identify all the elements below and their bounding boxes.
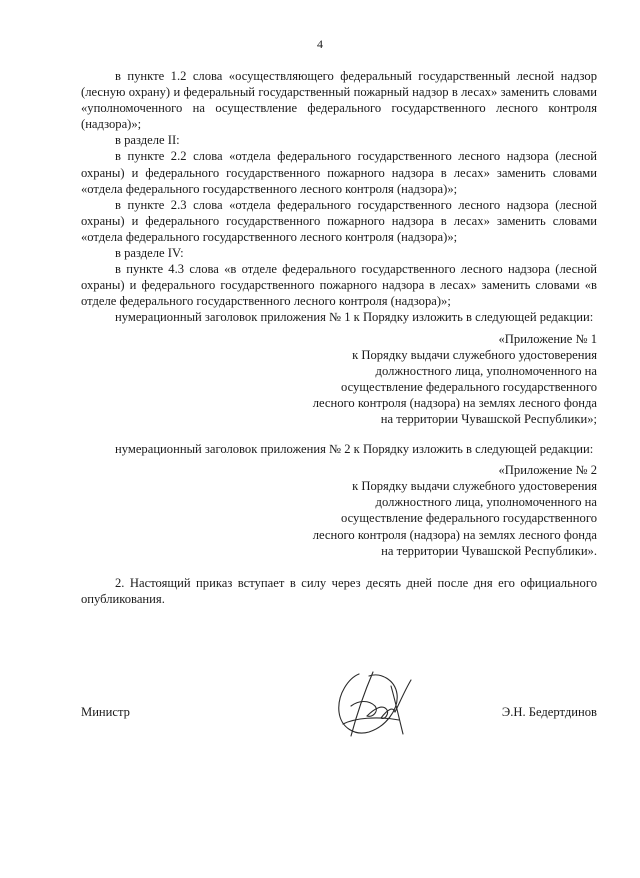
signatory-name: Э.Н. Бедертдинов [501,705,597,719]
appendix-1-line: должностного лица, уполномоченного на [375,363,597,378]
appendix-2-line: «Приложение № 2 [498,463,597,478]
paragraph-appendix-1-intro: нумерационный заголовок приложения № 1 к Порядку изложить в следующей редакции: [115,310,594,325]
appendix-2-line: на территории Чувашской Республики». [381,543,597,558]
paragraph-section-2: в разделе II: [115,133,180,148]
appendix-1-line: лесного контроля (надзора) на землях лесного фонда [312,395,597,410]
paragraph-section-4: в разделе IV: [115,246,184,261]
appendix-2-line: лесного контроля (надзора) на землях лесного фонда [312,527,597,542]
paragraph-effective-date: 2. Настоящий приказ вступает в силу через десять дней после дня его официального опубликования. [81,575,597,606]
handwritten-signature [329,666,419,741]
appendix-1-line: осуществление федерального государственного [340,379,597,394]
appendix-2-line: должностного лица, уполномоченного на [375,495,597,510]
appendix-1-line: «Приложение № 1 [498,331,597,346]
appendix-1-heading [81,331,597,428]
signature-block [81,696,597,756]
page-number: 4 [317,37,323,51]
appendix-2-heading [81,462,597,559]
signatory-title: Министр [81,705,130,719]
paragraph-clause-2-2: в пункте 2.2 слова «отдела федерального государственного лесного надзора (лесной охраны) и федерального государственного пожарного надзора в лесах» заменить словами «отдела федерального государственного лесного контроля (надзора)»; [81,149,597,196]
appendix-2-line: к Порядку выдачи служебного удостоверения [352,479,597,494]
document-body [81,68,597,607]
paragraph-clause-2-3: в пункте 2.3 слова «отдела федерального государственного лесного надзора (лесной охраны) и федерального государственного пожарного надзора в лесах» заменить словами «отдела федерального государственного лесного контроля (надзора)»; [81,197,597,244]
paragraph-appendix-2-intro: нумерационный заголовок приложения № 2 к Порядку изложить в следующей редакции: [115,442,594,457]
paragraph-clause-4-3: в пункте 4.3 слова «в отделе федерального государственного лесного надзора (лесной охраны) и федерального государственного пожарного надзора в лесах» заменить словами «в отделе федерального государственного лесного контроля (надзора)»; [81,262,597,309]
paragraph-clause-1-2: в пункте 1.2 слова «осуществляющего федеральный государственный лесной надзор (лесную охрану) и федеральный государственный пожарный надзор в лесах» заменить словами «уполномоченного на осуществление федерального государственного лесного контроля (надзора)»; [81,69,597,132]
appendix-1-line: на территории Чувашской Республики»; [380,411,597,426]
appendix-2-line: осуществление федерального государственного [340,511,597,526]
appendix-1-line: к Порядку выдачи служебного удостоверения [352,347,597,362]
